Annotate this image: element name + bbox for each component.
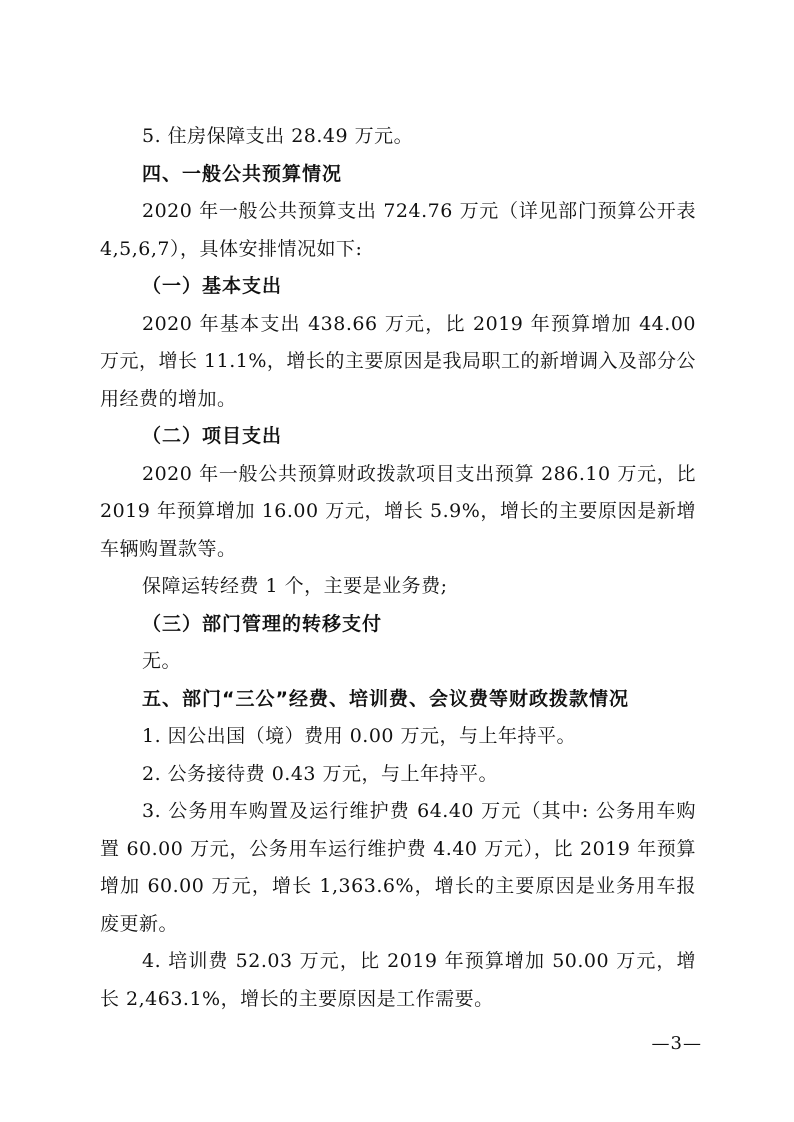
paragraph-housing: 5. 住房保障支出 28.49 万元。 <box>142 125 414 147</box>
paragraph-reception: 2. 公务接待费 0.43 万元，与上年持平。 <box>142 762 499 785</box>
section-heading-4: 四、一般公共预算情况 <box>142 162 343 185</box>
paragraph-project-expenditure: 2020 年一般公共预算财政拨款项目支出预算 286.10 万元，比 2019 年预算增加 16.00 万元，增长 5.9%，增长的主要原因是新增车辆购置款等。 <box>100 462 696 560</box>
section-heading-5: 五、部门“三公”经费、培训费、会议费等财政拨款情况 <box>142 687 629 710</box>
page-number: —3— <box>651 1033 702 1054</box>
subheading-transfer-payment: （三）部门管理的转移支付 <box>142 612 383 635</box>
subheading-project-expenditure: （二）项目支出 <box>142 425 283 447</box>
paragraph-overseas-travel: 1. 因公出国（境）费用 0.00 万元，与上年持平。 <box>142 725 577 747</box>
paragraph-basic-expenditure: 2020 年基本支出 438.66 万元，比 2019 年预算增加 44.00 万元，增长 11.1%，增长的主要原因是我局职工的新增调入及部分公用经费的增加。 <box>100 312 696 410</box>
paragraph-general-budget: 2020 年一般公共预算支出 724.76 万元（详见部门预算公开表 4,5,6,7），具体安排情况如下: <box>100 200 696 260</box>
paragraph-training: 4. 培训费 52.03 万元，比 2019 年预算增加 50.00 万元，增长 2,463.1%，增长的主要原因是工作需要。 <box>100 950 696 1010</box>
paragraph-vehicles: 3. 公务用车购置及运行维护费 64.40 万元（其中: 公务用车购置 60.00 万元，公务用车运行维护费 4.40 万元），比 2019 年预算增加 60.00 万元，增长 1,363.6%，增长的主要原因是业务用车报废更新。 <box>100 800 696 935</box>
paragraph-none: 无。 <box>142 650 182 672</box>
paragraph-operating-funds: 保障运转经费 1 个，主要是业务费; <box>142 575 448 597</box>
subheading-basic-expenditure: （一）基本支出 <box>142 275 283 297</box>
document-body <box>100 118 696 1018</box>
